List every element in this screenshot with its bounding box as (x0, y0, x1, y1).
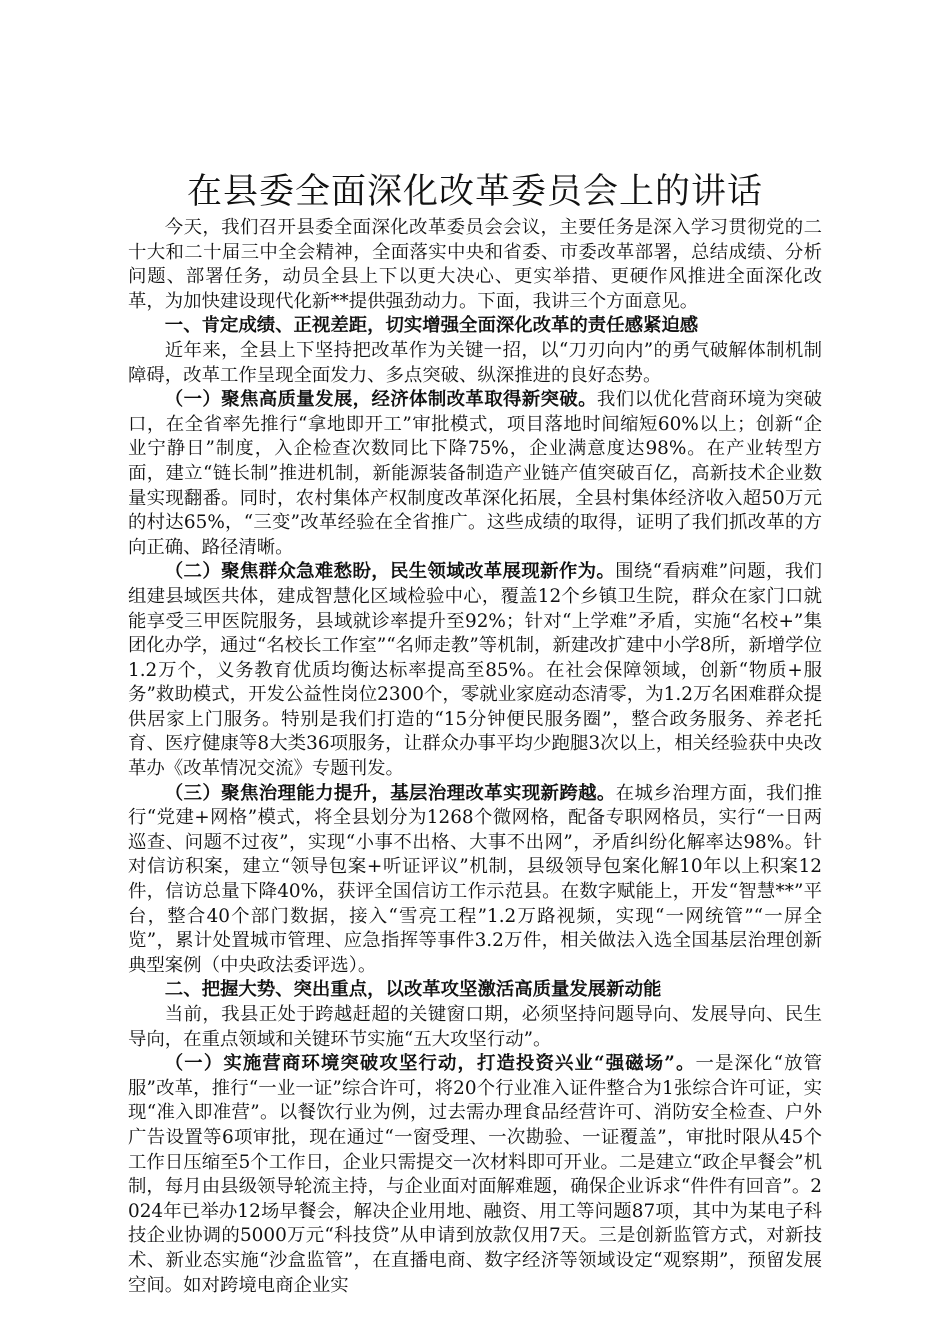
document-page (128, 170, 822, 1298)
body-paragraph (128, 560, 822, 781)
subsection-lead: （二）聚焦群众急难愁盼，民生领域改革展现新作为。 (164, 561, 616, 583)
paragraph-text: 一是深化“放管服”改革，推行“一业一证”综合许可，将20个行业准入证件整合为1张综合许可证，实现“准入即准营”。以餐饮行业为例，过去需办理食品经营许可、消防安全检查、户外广告设置等6项审批，现在通过“一窗受理、一次勘验、一证覆盖”，审批时限从45个工作日压缩至5个工作日，企业只需提交一次材料即可开业。二是建立“政企早餐会”机制，每月由县级领导轮流主持，与企业面对面解难题，确保企业诉求“件件有回音”。2024年已举办12场早餐会，解决企业用地、融资、用工等问题87项，其中为某电子科技企业协调的5000万元“科技贷”从申请到放款仅用7天。三是创新监管方式，对新技术、新业态实施“沙盒监管”，在直播电商、数字经济等领域设定“观察期”，预留发展空间。如对跨境电商企业实 (128, 1053, 822, 1296)
paragraph-text: 围绕“看病难”问题，我们组建县域医共体，建成智慧化区域检验中心，覆盖12个乡镇卫生院，群众在家门口就能享受三甲医院服务，县域就诊率提升至92%；针对“上学难”矛盾，实施“名校+”集团化办学，通过“名校长工作室”“名师走教”等机制，新建改扩建中小学8所，新增学位1.2万个，义务教育优质均衡达标率提高至85%。在社会保障领域，创新“物质+服务”救助模式，开发公益性岗位2300个，零就业家庭动态清零，为1.2万名困难群众提供居家上门服务。特别是我们打造的“15分钟便民服务圈”，整合政务服务、养老托育、医疗健康等8大类36项服务，让群众办事平均少跑腿3次以上，相关经验获中央改革办《改革情况交流》专题刊发。 (128, 561, 822, 780)
paragraph-text: 在城乡治理方面，我们推行“党建+网格”模式，将全县划分为1268个微网格，配备专职网格员，实行“一日两巡查、问题不过夜”，实现“小事不出格、大事不出网”，矛盾纠纷化解率达98%。针对信访积案，建立“领导包案+听证评议”机制，县级领导包案化解10年以上积案12件，信访总量下降40%，获评全国信访工作示范县。在数字赋能上，开发“智慧**”平台，整合40个部门数据，接入“雪亮工程”1.2万路视频，实现“一网统管”“一屏全览”，累计处置城市管理、应急指挥等事件3.2万件，相关做法入选全国基层治理创新典型案例（中央政法委评选）。 (128, 782, 822, 976)
body-paragraph: 今天，我们召开县委全面深化改革委员会会议，主要任务是深入学习贯彻党的二十大和二十届三中全会精神，全面落实中央和省委、市委改革部署，总结成绩、分析问题、部署任务，动员全县上下以更大决心、更实举措、更硬作风推进全面深化改革，为加快建设现代化新**提供强劲动力。下面，我讲三个方面意见。 (128, 217, 822, 312)
body-paragraph (128, 1052, 822, 1298)
body-paragraph: 近年来，全县上下坚持把改革作为关键一招，以“刀刃向内”的勇气破解体制机制障碍，改革工作呈现全面发力、多点突破、纵深推进的良好态势。 (128, 339, 822, 386)
paragraph-text: 我们以优化营商环境为突破口，在全省率先推行“拿地即开工”审批模式，项目落地时间缩短60%以上；创新“企业宁静日”制度，入企检查次数同比下降75%，企业满意度达98%。在产业转型方面，建立“链长制”推进机制，新能源装备制造产业链产值突破百亿，高新技术企业数量实现翻番。同时，农村集体产权制度改革深化拓展，全县村集体经济收入超50万元的村达65%，“三变”改革经验在全省推广。这些成绩的取得，证明了我们抓改革的方向正确、路径清晰。 (128, 389, 822, 558)
subsection-lead: （三）聚焦治理能力提升，基层治理改革实现新跨越。 (164, 782, 616, 804)
body-paragraph (128, 388, 822, 560)
body-paragraph (128, 782, 822, 979)
document-title: 在县委全面深化改革委员会上的讲话 (186, 172, 763, 212)
subsection-lead: （一）聚焦高质量发展，经济体制改革取得新突破。 (164, 389, 597, 411)
section-heading: 二、把握大势、突出重点，以改革攻坚激活高质量发展新动能 (164, 979, 662, 1001)
section-heading: 一、肯定成绩、正视差距，切实增强全面深化改革的责任感紧迫感 (164, 315, 699, 337)
document-body (128, 216, 822, 1298)
subsection-lead: （一）实施营商环境突破攻坚行动，打造投资兴业“强磁场”。 (164, 1053, 696, 1075)
body-paragraph: 当前，我县正处于跨越赶超的关键窗口期，必须坚持问题导向、发展导向、民生导向，在重点领域和关键环节实施“五大攻坚行动”。 (128, 1004, 822, 1050)
